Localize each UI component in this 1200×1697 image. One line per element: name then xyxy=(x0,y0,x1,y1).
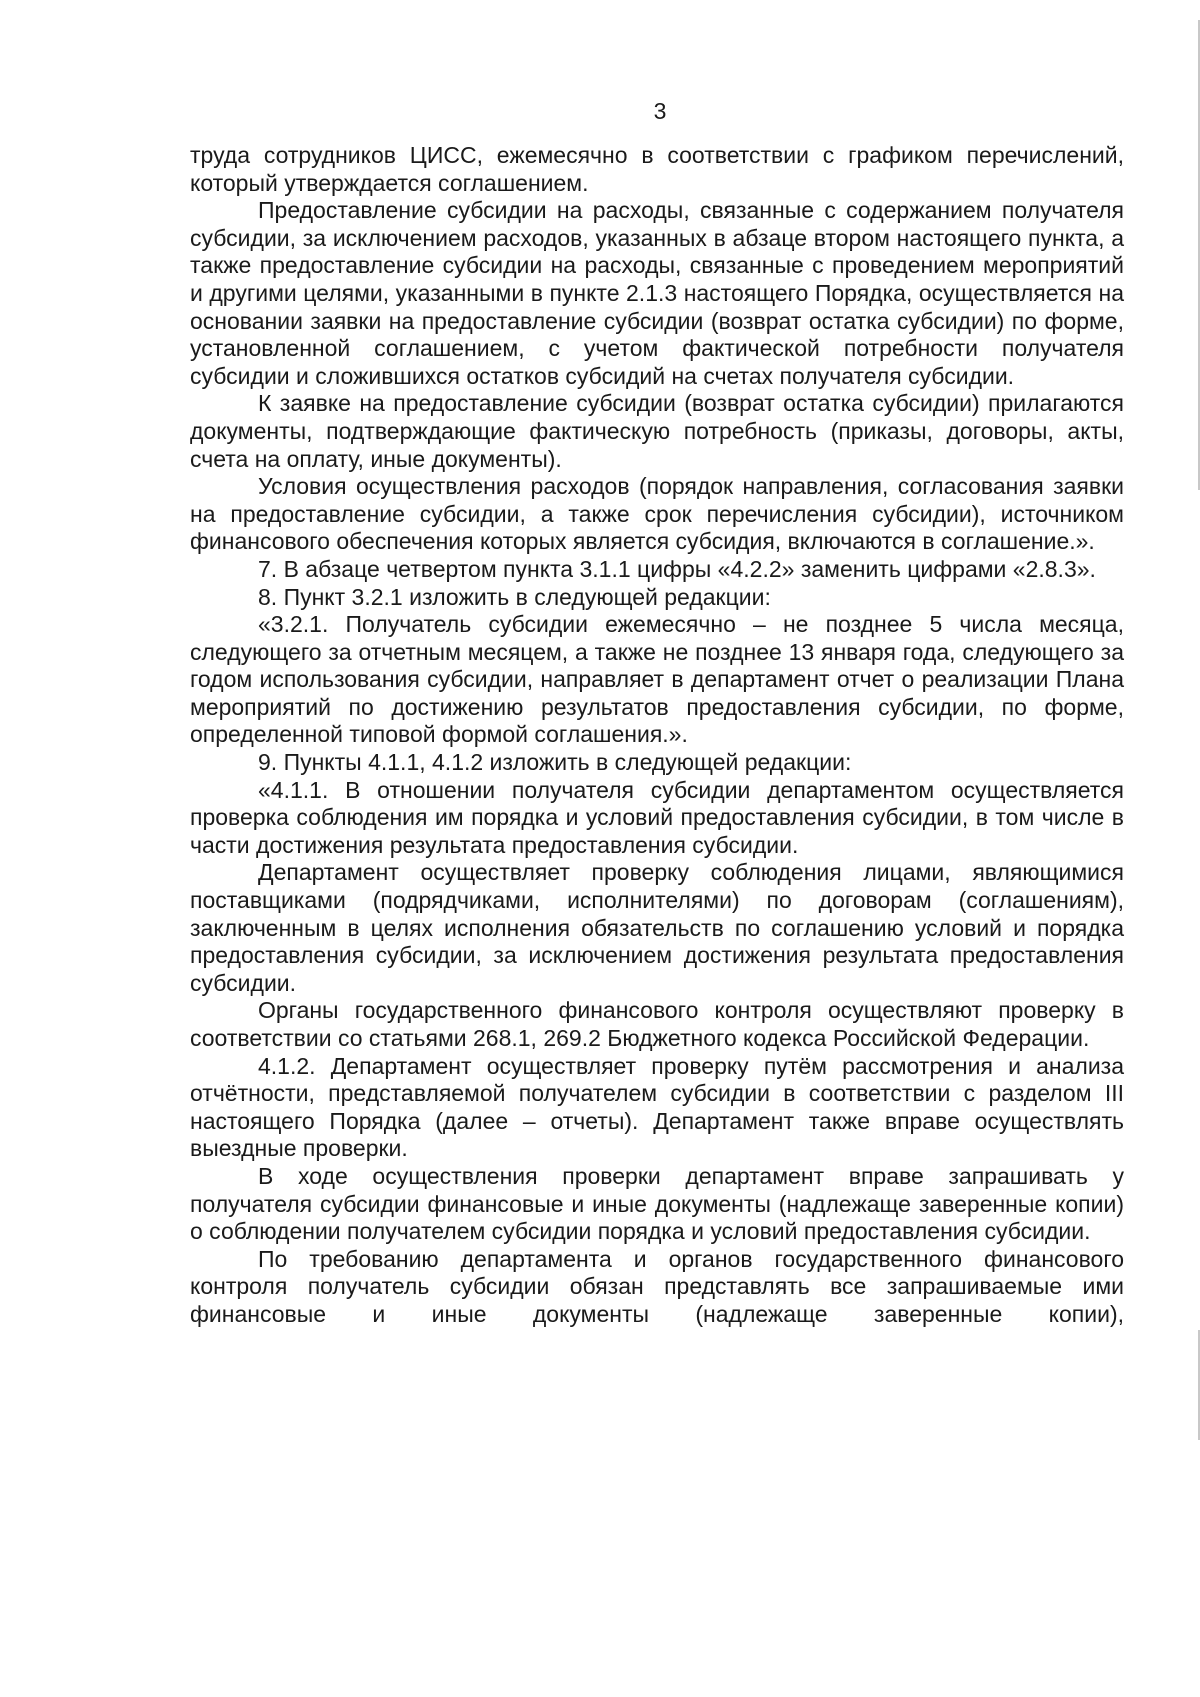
paragraph: 8. Пункт 3.2.1 изложить в следующей редакции: xyxy=(258,583,771,610)
paragraph: В ходе осуществления проверки департамент вправе запрашивать у получателя субсидии финансовые и иные документы (надлежаще заверенные копии) о соблюдении получателем субсидии порядка и условий предоставления субсидии. xyxy=(190,1162,1124,1245)
paragraph: К заявке на предоставление субсидии (возврат остатка субсидии) прилагаются документы, подтверждающие фактическую потребность (приказы, договоры, акты, счета на оплату, иные документы). xyxy=(190,390,1124,472)
paragraph: труда сотрудников ЦИСС, ежемесячно в соответствии с графиком перечислений, который утверждается соглашением. xyxy=(190,142,1124,196)
paragraph: Предоставление субсидии на расходы, связанные с содержанием получателя субсидии, за исключением расходов, указанных в абзаце втором настоящего пункта, а также предоставление субсидии на расходы, связанные с проведением мероприятий и другими целями, указанными в пункте 2.1.3 настоящего Порядка, осуществляется на основании заявки на предоставление субсидии (возврат остатка субсидии) по форме, установленной соглашением, с учетом фактической потребности получателя субсидии и сложившихся остатков субсидий на счетах получателя субсидии. xyxy=(190,197,1124,389)
paragraph: «4.1.1. В отношении получателя субсидии департаментом осуществляется проверка соблюдения им порядка и условий предоставления субсидии, в том числе в части достижения результата предоставления субсидии. xyxy=(190,776,1124,858)
paragraph: 9. Пункты 4.1.1, 4.1.2 изложить в следующей редакции: xyxy=(258,749,852,776)
paragraph: Органы государственного финансового контроля осуществляют проверку в соответствии со статьями 268.1, 269.2 Бюджетного кодекса Российской Федерации. xyxy=(190,997,1124,1051)
paragraph: Условия осуществления расходов (порядок направления, согласования заявки на предоставление субсидии, а также срок перечисления субсидии), источником финансового обеспечения которых является субсидия, включаются в соглашение.». xyxy=(190,473,1124,555)
paragraph: 7. В абзаце четвертом пункта 3.1.1 цифры «4.2.2» заменить цифрами «2.8.3». xyxy=(258,555,1096,582)
paragraph: Департамент осуществляет проверку соблюдения лицами, являющимися поставщиками (подрядчиками, исполнителями) по договорам (соглашениям), заключенным в целях исполнения обязательств по соглашению условий и порядка предоставления субсидии, за исключением достижения результата предоставления субсидии. xyxy=(190,859,1124,996)
document-body xyxy=(190,142,1124,1329)
paragraph: По требованию департамента и органов государственного финансового контроля получатель субсидии обязан представлять все запрашиваемые ими финансовые и иные документы (надлежаще заверенные копии), xyxy=(190,1245,1124,1327)
paragraph: 4.1.2. Департамент осуществляет проверку путём рассмотрения и анализа отчётности, представляемой получателем субсидии в соответствии с разделом III настоящего Порядка (далее – отчеты). Департамент также вправе осуществлять выездные проверки. xyxy=(190,1052,1124,1162)
paragraph: «3.2.1. Получатель субсидии ежемесячно – не позднее 5 числа месяца, следующего за отчетным месяцем, а также не позднее 13 января года, следующего за годом использования субсидии, направляет в департамент отчет о реализации Плана мероприятий по достижению результатов предоставления субсидии, по форме, определенной типовой формой соглашения.». xyxy=(190,611,1124,748)
page-number: 3 xyxy=(653,98,667,124)
